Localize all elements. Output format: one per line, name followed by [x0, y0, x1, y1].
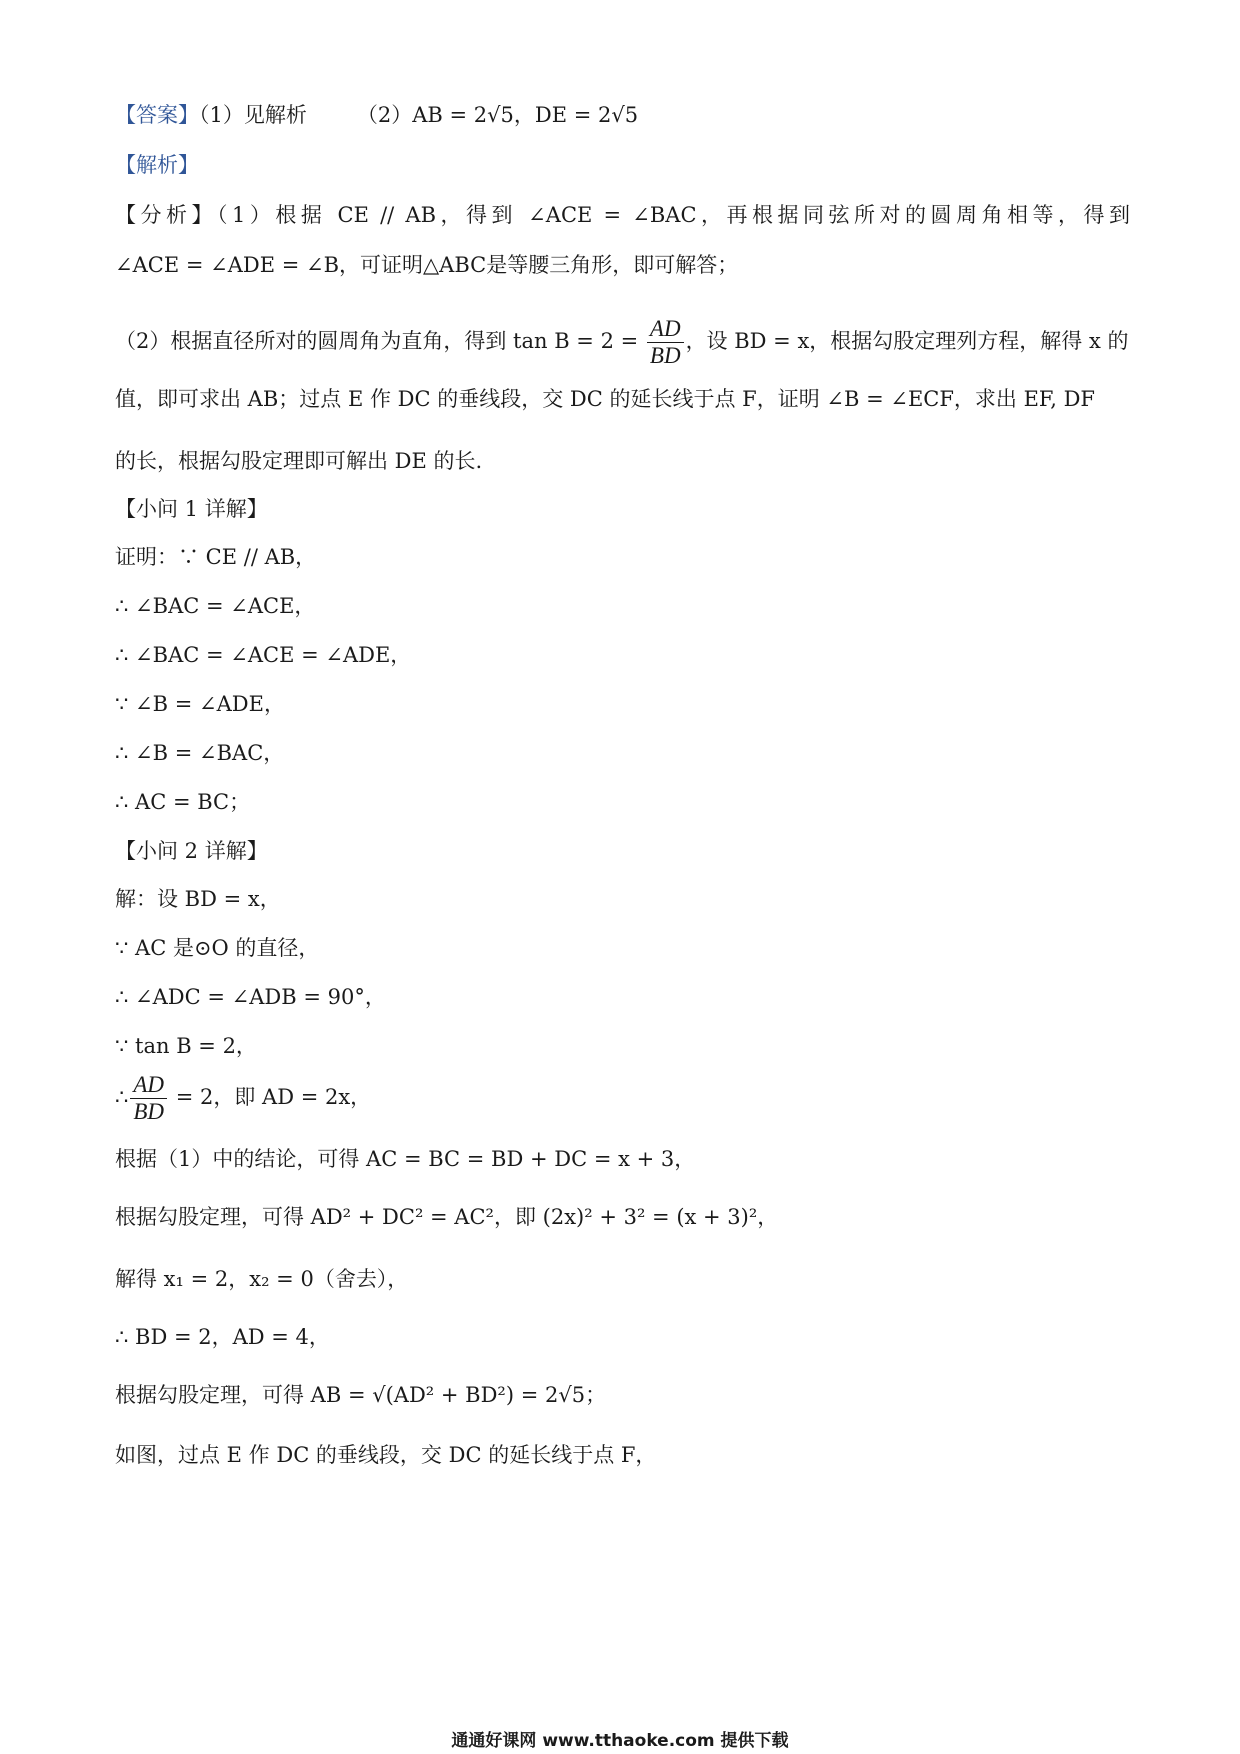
fraction-denominator: BD	[649, 343, 681, 368]
analysis-label: 【解析】	[115, 153, 199, 177]
q2-text-5b: = 2，即 AD = 2x，	[169, 1085, 372, 1109]
q1-line: 证明：∵ CE // AB，	[115, 545, 317, 569]
q2-label: 【小问 2 详解】	[115, 839, 268, 863]
page-footer: 通通好课网 www.tthaoke.com 提供下载	[451, 1731, 789, 1751]
q1-line: ∴ AC = BC；	[115, 790, 251, 814]
q2-line: 解：设 BD = x，	[115, 887, 281, 911]
analysis-heading: 【分析】	[115, 203, 217, 227]
analysis-text-3a: （2）根据直径所对的圆周角为直角，得到 tan B = 2 =	[115, 329, 645, 353]
answer-part2: （2）AB = 2√5，DE = 2√5	[356, 103, 639, 127]
q2-line: 如图，过点 E 作 DC 的垂线段，交 DC 的延长线于点 F，	[115, 1443, 657, 1467]
fraction-ad-bd	[130, 1072, 167, 1125]
analysis-line-3	[115, 316, 1130, 369]
answer-part1: （1）见解析	[199, 103, 307, 127]
q2-line: 根据（1）中的结论，可得 AC = BC = BD + DC = x + 3，	[115, 1147, 696, 1171]
analysis-text-1: （1）根据 CE // AB，得到 ∠ACE = ∠BAC，再根据同弦所对的圆周角相等，得到	[217, 203, 1131, 227]
q1-line: ∴ ∠B = ∠BAC，	[115, 741, 285, 765]
q1-line: ∵ ∠B = ∠ADE，	[115, 692, 285, 716]
analysis-line-5: 的长，根据勾股定理即可解出 DE 的长.	[115, 449, 483, 473]
q2-line: ∵ AC 是⊙O 的直径，	[115, 936, 320, 960]
fraction-numerator: AD	[130, 1072, 167, 1099]
q2-line: 根据勾股定理，可得 AD² + DC² = AC²，即 (2x)² + 3² = (x + 3)²，	[115, 1205, 779, 1229]
q2-line: ∵ tan B = 2，	[115, 1034, 257, 1058]
q1-label: 【小问 1 详解】	[115, 497, 268, 521]
answer-line	[115, 100, 1130, 130]
analysis-line-4: 值，即可求出 AB；过点 E 作 DC 的垂线段，交 DC 的延长线于点 F，证明 ∠B = ∠ECF，求出 EF, DF	[115, 387, 1095, 411]
fraction-denominator: BD	[133, 1099, 165, 1124]
analysis-line-2: ∠ACE = ∠ADE = ∠B，可证明△ABC是等腰三角形，即可解答；	[115, 253, 739, 277]
q2-line: ∴ BD = 2，AD = 4，	[115, 1325, 330, 1349]
therefore-symbol: ∴	[115, 1085, 129, 1109]
q2-line: ∴ ∠ADC = ∠ADB = 90°，	[115, 985, 386, 1009]
q2-line: 解得 x₁ = 2，x₂ = 0（舍去），	[115, 1267, 409, 1291]
q1-line: ∴ ∠BAC = ∠ACE，	[115, 594, 316, 618]
answer-label: 【答案】	[115, 103, 199, 127]
q2-fraction-line	[115, 1072, 1130, 1125]
fraction-ad-bd	[647, 316, 684, 369]
analysis-text-3b: ，设 BD = x，根据勾股定理列方程，解得 x 的	[685, 329, 1129, 353]
q1-line: ∴ ∠BAC = ∠ACE = ∠ADE，	[115, 643, 412, 667]
q2-line: 根据勾股定理，可得 AB = √(AD² + BD²) = 2√5；	[115, 1383, 607, 1407]
analysis-line-1	[115, 200, 1130, 230]
fraction-numerator: AD	[647, 316, 684, 343]
